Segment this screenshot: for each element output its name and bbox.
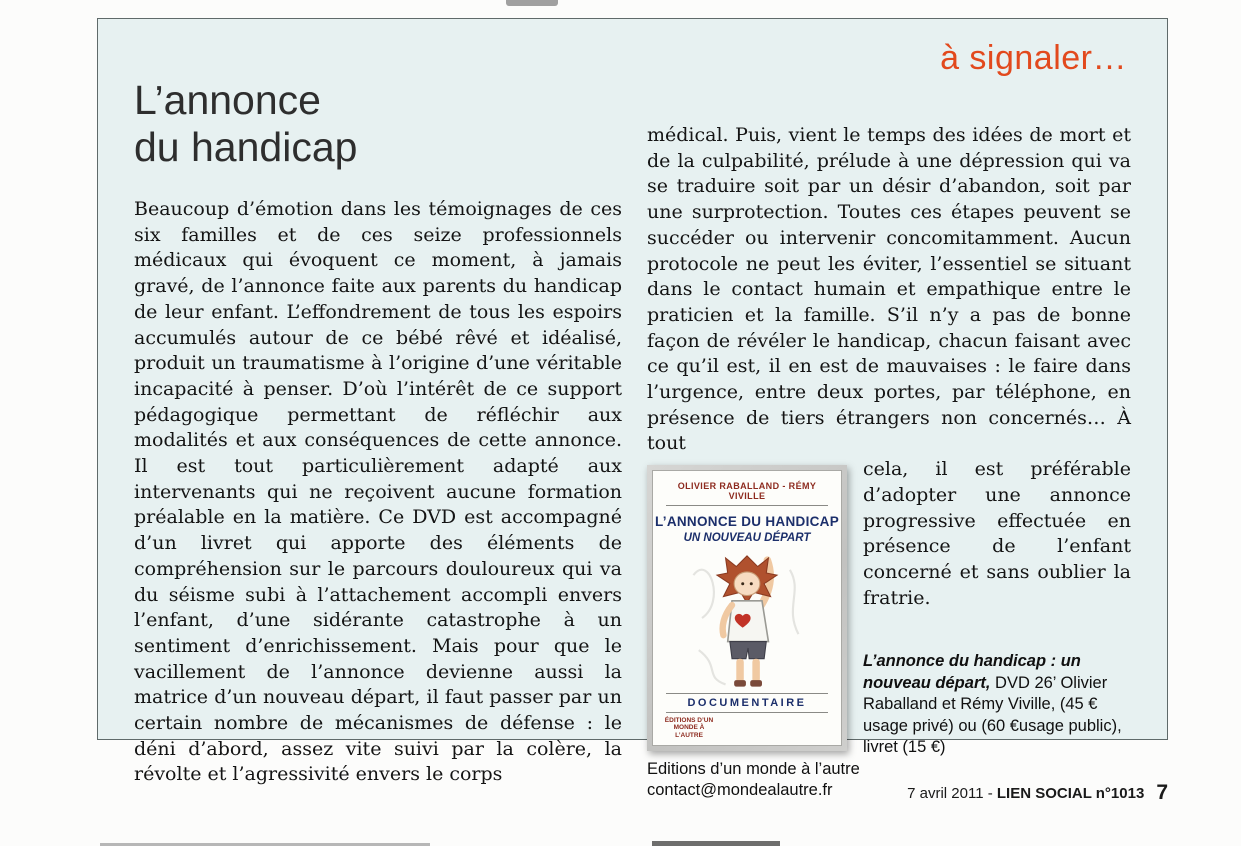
contact-email: contact@mondealautre.fr [647, 781, 833, 800]
dvd-genre: DOCUMENTAIRE [666, 693, 828, 713]
scan-artifact [506, 0, 558, 6]
left-column [134, 77, 622, 788]
publisher-logo: ÉDITIONS D’UN MONDE À L’AUTRE [664, 716, 714, 739]
footer-journal-name: LIEN SOCIAL n°1013 [996, 785, 1145, 802]
article-text-col1: Beaucoup d’émotion dans les témoignages de ces six familles et de ces seize professionnels médicaux qui évoquent ce moment, à jamais gravé, de l’annonce faite aux parents du handicap de leur enfant. L’effondrement de tous les espoirs accumulés autour de ce bébé rêvé et idéalisé, produit un traumatisme à l’origine d’une véritable incapacité à penser. D’où l’intérêt de ce support pédagogique permettant de réfléchir aux modalités et aux conséquences de cette annonce. Il est tout particulièrement adapté aux intervenants qui ne reçoivent aucune formation préalable en la matière. Ce DVD est accompagné d’un livret qui apporte des éléments de compréhension sur le parcours douloureux qui va du séisme subi à l’attachement accompli envers l’enfant, d’une sidérante catastrophe à un sentiment d’enrichissement. Mais pour que le vacillement de l’annonce devienne aussi la matrice d’un nouveau départ, il faut passer par un certain nombre de mécanismes de défense : le déni d’abord, assez vite suivi par la colère, la révolte et l’agressivité envers le corps [134, 198, 622, 786]
caption-title: L’annonce du handicap : un nouveau départ, [863, 652, 1081, 692]
dvd-authors: OLIVIER RABALLAND - RÉMY VIVILLE [666, 481, 828, 506]
dvd-cover [647, 465, 847, 751]
right-column [647, 123, 1131, 802]
footer-date: 7 avril 2011 - [907, 785, 997, 802]
article-text-wrap: cela, il est préférable d’adopter une annonce progressive effectuée en présence de l’enfant concerné et sans oublier la fratrie. [863, 458, 1131, 609]
title-line-1: L’annonce [134, 77, 321, 123]
page-footer [907, 781, 1168, 805]
caption-publisher: Editions d’un monde à l’autre [647, 759, 860, 778]
article-text-col2: médical. Puis, vient le temps des idées de mort et de la culpabilité, prélude à une dépression qui va se traduire soit par un désir d’abandon, soit par une surprotection. Toutes ces étapes peuvent se succéder ou intervenir concomitamment. Aucun protocole ne peut les éviter, l’essentiel se situant dans le contact humain et empathique entre le praticien et la famille. S’il n’y a pas de bonne façon de révéler le handicap, chacun faisant avec ce qu’il est, il en est de mauvaises : le faire dans l’urgence, entre deux portes, par téléphone, en présence de tiers étrangers non concernés… À tout [647, 124, 1131, 455]
title-line-2: du handicap [134, 124, 358, 170]
page-number: 7 [1156, 781, 1168, 804]
manga-girl-illustration [682, 544, 812, 693]
section-label: à signaler… [940, 39, 1127, 77]
caption-details: DVD 26’ Olivier Raballand et Rémy Viville, (45 € usage privé) ou (60 €usage public), livret (15 €) [863, 673, 1122, 757]
dvd-subtitle: UN NOUVEAU DÉPART [683, 532, 811, 545]
dvd-illustration [653, 544, 841, 693]
dvd-cover-front [652, 470, 842, 746]
dvd-title: L’ANNONCE DU HANDICAP [654, 514, 840, 530]
article-title [134, 77, 622, 171]
scan-artifact [652, 841, 780, 846]
